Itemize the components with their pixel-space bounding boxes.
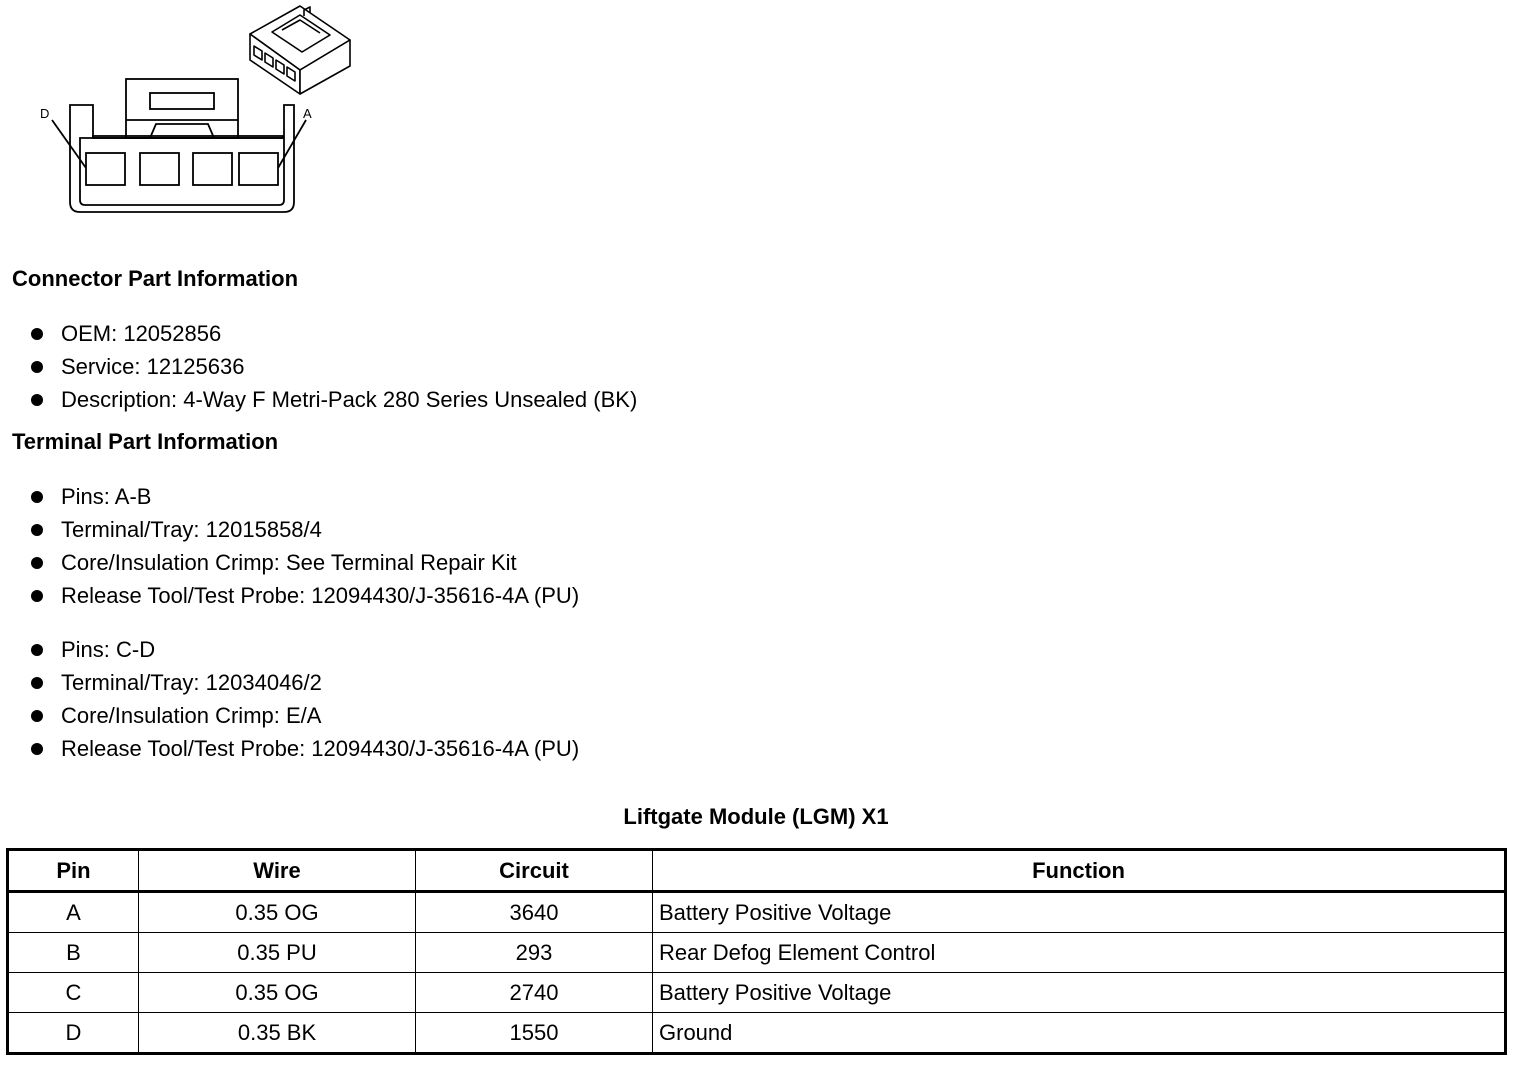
- bullet-icon: [31, 743, 43, 755]
- list-item: [28, 513, 579, 546]
- cell-circuit: 3640: [416, 892, 653, 933]
- connector-part-info-title: Connector Part Information: [12, 266, 299, 291]
- column-header-function: Function: [653, 850, 1506, 892]
- cell-circuit: 1550: [416, 1013, 653, 1054]
- table-header-row: [8, 850, 1506, 892]
- table-row: [8, 892, 1506, 933]
- list-item-text: Terminal/Tray: 12015858/4: [61, 517, 322, 542]
- pin-a-label: A: [303, 106, 312, 121]
- list-item: [28, 383, 637, 416]
- cell-pin: D: [8, 1013, 139, 1054]
- bullet-icon: [31, 524, 43, 536]
- cell-circuit: 2740: [416, 973, 653, 1013]
- terminal-group-cd-list: [28, 633, 579, 765]
- list-item: [28, 317, 637, 350]
- bullet-icon: [31, 590, 43, 602]
- connector-face-view: [52, 79, 306, 212]
- list-item-text: Pins: C-D: [61, 637, 156, 662]
- list-item-text: Terminal/Tray: 12034046/2: [61, 670, 322, 695]
- table-row: [8, 973, 1506, 1013]
- cell-circuit: 293: [416, 933, 653, 973]
- list-item-text: Service: 12125636: [61, 354, 245, 379]
- pin-d-label: D: [40, 106, 50, 121]
- cell-function: Battery Positive Voltage: [653, 973, 1506, 1013]
- bullet-icon: [31, 328, 43, 340]
- list-item-text: Core/Insulation Crimp: See Terminal Repair Kit: [61, 550, 517, 575]
- cell-wire: 0.35 PU: [139, 933, 416, 973]
- bullet-icon: [31, 394, 43, 406]
- cell-pin: A: [8, 892, 139, 933]
- list-item: [28, 579, 579, 612]
- list-item-text: OEM: 12052856: [61, 321, 222, 346]
- connector-isometric-view: [250, 6, 350, 94]
- list-item: [28, 732, 579, 765]
- cell-function: Rear Defog Element Control: [653, 933, 1506, 973]
- table-row: [8, 1013, 1506, 1054]
- list-item-text: Release Tool/Test Probe: 12094430/J-35616-4A (PU): [61, 736, 580, 761]
- cell-wire: 0.35 OG: [139, 973, 416, 1013]
- table-row: [8, 933, 1506, 973]
- list-item: [28, 633, 579, 666]
- list-item: [28, 480, 579, 513]
- list-item-text: Description: 4-Way F Metri-Pack 280 Series Unsealed (BK): [61, 387, 638, 412]
- cell-function: Ground: [653, 1013, 1506, 1054]
- bullet-icon: [31, 710, 43, 722]
- cell-pin: C: [8, 973, 139, 1013]
- list-item: [28, 350, 637, 383]
- connector-diagram: [0, 0, 380, 230]
- cell-function: Battery Positive Voltage: [653, 892, 1506, 933]
- list-item: [28, 546, 579, 579]
- list-item: [28, 666, 579, 699]
- bullet-icon: [31, 677, 43, 689]
- bullet-icon: [31, 644, 43, 656]
- list-item-text: Release Tool/Test Probe: 12094430/J-35616-4A (PU): [61, 583, 580, 608]
- bullet-icon: [31, 361, 43, 373]
- pin-a-leader-line: [278, 120, 306, 168]
- cell-wire: 0.35 BK: [139, 1013, 416, 1054]
- list-item: [28, 699, 579, 732]
- terminal-part-info-title: Terminal Part Information: [12, 429, 279, 454]
- list-item-text: Pins: A-B: [61, 484, 152, 509]
- cell-wire: 0.35 OG: [139, 892, 416, 933]
- connector-part-list: [28, 317, 637, 416]
- bullet-icon: [31, 491, 43, 503]
- cell-pin: B: [8, 933, 139, 973]
- column-header-wire: Wire: [139, 850, 416, 892]
- column-header-pin: Pin: [8, 850, 139, 892]
- pin-table: [6, 848, 1507, 1055]
- pin-table-title: Liftgate Module (LGM) X1: [623, 804, 889, 829]
- list-item-text: Core/Insulation Crimp: E/A: [61, 703, 322, 728]
- terminal-group-ab-list: [28, 480, 579, 612]
- column-header-circuit: Circuit: [416, 850, 653, 892]
- bullet-icon: [31, 557, 43, 569]
